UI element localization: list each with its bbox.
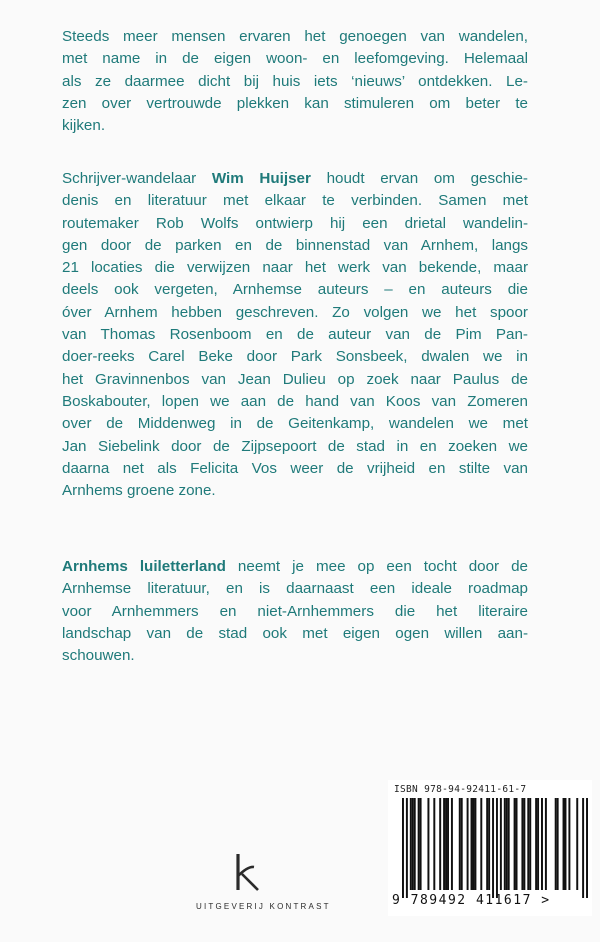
barcode-bar	[521, 798, 523, 890]
intro-paragraph	[62, 26, 528, 137]
intro-paragraph-line: als ze daarmee dicht bij huis iets ‘nieuws’ ontdekken. Le-	[62, 72, 528, 90]
barcode-bar	[541, 798, 543, 890]
barcode-bar	[537, 798, 539, 890]
barcode-bar	[443, 798, 445, 890]
barcode-bar	[506, 798, 508, 890]
author-paragraph-line: van Thomas Rosenboom en de auteur van de Pim Pan-	[62, 326, 528, 344]
book-paragraph-line: Arnhemse literatuur, en is daarnaast een ideale roadmap	[62, 580, 528, 598]
author-paragraph-line: deels ook vergeten, Arnhemse auteurs – en auteurs die	[62, 281, 528, 299]
barcode-bar	[527, 798, 529, 890]
barcode-bar	[447, 798, 449, 890]
author-paragraph-line: routemaker Rob Wolfs ontwierp hij een drietal wandelin-	[62, 214, 528, 232]
author-paragraph-line: Arnhems groene zone.	[62, 482, 216, 500]
author-paragraph-line-1: Schrijver-wandelaar Wim Huijser houdt ervan om geschie-	[62, 170, 528, 187]
author-paragraph-line: over de Middenweg in de Geitenkamp, wandelen we met	[62, 415, 528, 433]
barcode-bar	[451, 798, 453, 890]
author-paragraph-line: óver Arnhem hebben geschreven. Zo volgen we het spoor	[62, 303, 528, 321]
publisher-name: UITGEVERIJ KONTRAST	[196, 902, 331, 911]
barcode-bar	[459, 798, 461, 890]
barcode-bar	[439, 798, 441, 890]
barcode-bar	[412, 798, 414, 890]
book-paragraph	[62, 556, 528, 667]
barcode-bar	[565, 798, 567, 890]
author-paragraph-line: doer-reeks Carel Beke door Park Sonsbeek, dwalen we in	[62, 348, 528, 366]
barcode-bar	[406, 798, 408, 898]
barcode-bar	[535, 798, 537, 890]
barcode-bar	[480, 798, 482, 890]
barcode-bar	[492, 798, 494, 898]
barcode-bar	[523, 798, 525, 890]
author-paragraph	[62, 168, 528, 502]
book-title: Arnhems luiletterland	[62, 558, 226, 575]
barcode-bar	[576, 798, 578, 890]
ean-digits: 9 789492 411617 >	[392, 893, 551, 908]
barcode-bar	[586, 798, 588, 898]
intro-paragraph-line: zen over vertrouwde plekken kan stimuleren om beter te	[62, 94, 528, 112]
barcode-bar	[414, 798, 416, 890]
barcode-bar	[410, 798, 412, 890]
book-paragraph-line: schouwen.	[62, 647, 135, 665]
barcode-bar	[529, 798, 531, 890]
barcode-bar	[555, 798, 557, 890]
barcode-bar	[508, 798, 510, 890]
barcode-bar	[557, 798, 559, 890]
barcode-bar	[433, 798, 435, 890]
publisher-logo-icon	[230, 852, 262, 892]
barcode-bar	[514, 798, 516, 890]
barcode-bar	[427, 798, 429, 890]
author-paragraph-line: daarna net als Felicita Vos weer de vrijheid en stilte van	[62, 459, 528, 477]
author-paragraph-line: gen door de parken en de binnenstad van Arnhem, langs	[62, 236, 528, 254]
isbn-label: ISBN 978-94-92411-61-7	[394, 784, 527, 795]
barcode-bar	[545, 798, 547, 890]
barcode-bar	[471, 798, 473, 890]
author-paragraph-line: Jan Siebelink door de Zijpsepoort de stad in en zoeken we	[62, 437, 528, 455]
barcode-bar	[488, 798, 490, 890]
author-paragraph-line: denis en literatuur met elkaar te verbinden. Samen met	[62, 192, 528, 210]
barcode-icon	[402, 798, 588, 898]
barcode-bar	[500, 798, 502, 890]
barcode-bar	[504, 798, 506, 890]
author-paragraph-line: het Gravinnenbos van Jean Dulieu op zoek naar Paulus de	[62, 370, 528, 388]
barcode-bar	[474, 798, 476, 890]
barcode-arrow: >	[541, 893, 551, 908]
intro-paragraph-line: kijken.	[62, 117, 106, 135]
book-paragraph-line-1: Arnhems luiletterland neemt je mee op een tocht door de	[62, 558, 528, 575]
barcode-bar	[568, 798, 570, 890]
barcode-bar	[486, 798, 488, 890]
barcode-bar	[516, 798, 518, 890]
author-paragraph-line: 21 locaties die verwijzen naar het werk van bekende, maar	[62, 259, 528, 277]
author-paragraph-line: Boskabouter, lopen we aan de hand van Koos van Zomeren	[62, 392, 528, 410]
barcode-bar	[496, 798, 498, 898]
barcode-bar	[418, 798, 420, 890]
barcode-bar	[461, 798, 463, 890]
barcode-bar	[402, 798, 404, 898]
book-paragraph-line: landschap van de stad ook met eigen ogen willen aan-	[62, 624, 528, 642]
book-paragraph-line: voor Arnhemmers en niet-Arnhemmers die het literaire	[62, 602, 528, 620]
author-name: Wim Huijser	[211, 170, 311, 187]
barcode-bar	[420, 798, 422, 890]
barcode-bar	[582, 798, 584, 898]
intro-paragraph-line: met name in de eigen woon- en leefomgeving. Helemaal	[62, 50, 528, 68]
barcode-bar	[563, 798, 565, 890]
intro-paragraph-line: Steeds meer mensen ervaren het genoegen van wandelen,	[62, 28, 528, 45]
barcode-bar	[472, 798, 474, 890]
barcode-bar	[445, 798, 447, 890]
barcode-bar	[467, 798, 469, 890]
